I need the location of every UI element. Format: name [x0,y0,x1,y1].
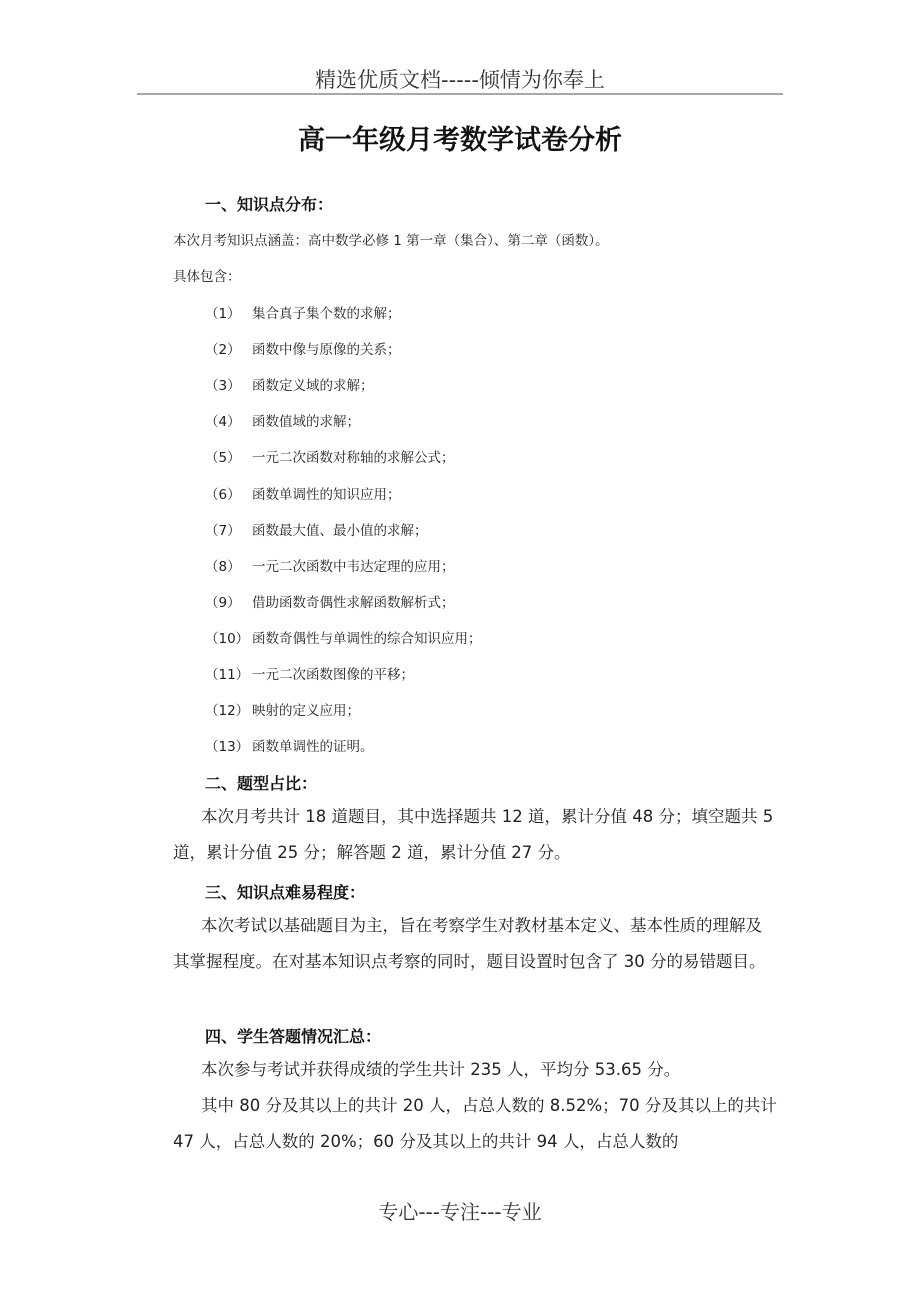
list-item: （8） 一元二次函数中韦达定理的应用； [205,559,455,575]
paragraph: 本次月考共计 18 道题目，其中选择题共 12 道，累计分值 48 分；填空题共 5 道，累计分值 25 分；解答题 2 道，累计分值 27 分。 [173,807,774,862]
list-item: （4） 函数值域的求解； [205,414,360,430]
list-item: （3） 函数定义域的求解； [205,378,374,394]
paragraph: 本次考试以基础题目为主，旨在考察学生对教材基本定义、基本性质的理解及其掌握程度。在对基本知识点考察的同时，题目设置时包含了 30 分的易错题目。 [173,916,766,971]
list-item: （10） 函数奇偶性与单调性的综合知识应用； [205,631,482,647]
section-3-body [173,908,778,980]
header-divider [137,93,783,95]
list-item: （11） 一元二次函数图像的平移； [205,667,414,683]
paragraph: 本次参与考试并获得成绩的学生共计 235 人，平均分 53.65 分。 [201,1060,681,1079]
section-4-body [173,1052,778,1160]
paragraph: 其中 80 分及其以上的共计 20 人，占总人数的 8.52%；70 分及其以上的共计 47 人，占总人数的 20%；60 分及其以上的共计 94 人，占总人数的 [173,1096,777,1151]
list-item: （7） 函数最大值、最小值的求解； [205,523,428,539]
section-1-sub-intro: 具体包含： [173,269,241,285]
list-item: （9） 借助函数奇偶性求解函数解析式； [205,595,455,611]
section-2-body [173,799,778,871]
section-heading-knowledge-distribution: 一、知识点分布： [205,195,334,214]
section-heading-question-types: 二、题型占比： [205,774,318,793]
section-heading-student-summary: 四、学生答题情况汇总： [205,1027,382,1046]
list-item: （12） 映射的定义应用； [205,703,360,719]
section-1-intro: 本次月考知识点涵盖：高中数学必修 1 第一章（集合）、第二章（函数）。 [173,233,609,249]
section-heading-difficulty: 三、知识点难易程度： [205,883,366,902]
list-item: （6） 函数单调性的知识应用； [205,487,401,503]
list-item: （2） 函数中像与原像的关系； [205,342,401,358]
list-item: （1） 集合真子集个数的求解； [205,306,401,322]
header-text: 精选优质文档-----倾情为你奉上 [315,68,605,92]
list-item: （5） 一元二次函数对称轴的求解公式； [205,450,455,466]
list-item: （13） 函数单调性的证明。 [205,739,374,755]
page-footer: 专心---专注---专业 [378,1200,542,1224]
document-title: 高一年级月考数学试卷分析 [298,125,622,156]
